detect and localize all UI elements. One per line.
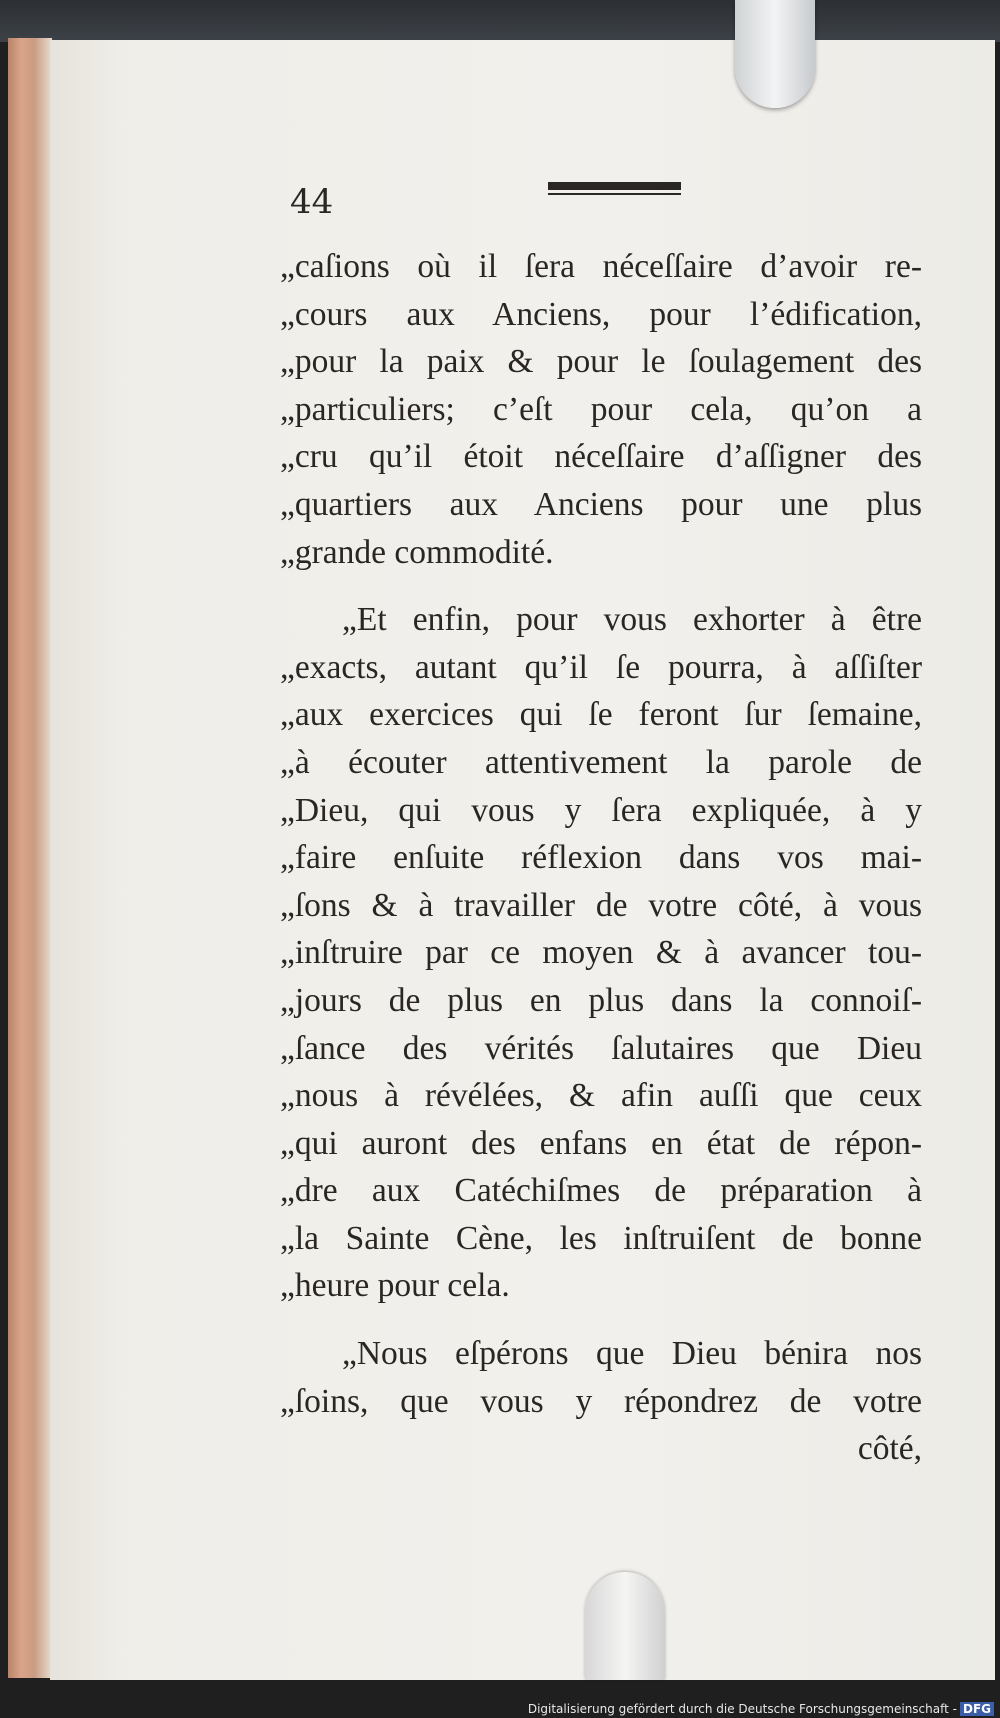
catchword: côté, <box>857 1430 922 1468</box>
paragraph-gap <box>280 576 922 596</box>
text-line: „ſons & à travailler de votre côté, à vous <box>280 886 922 924</box>
header-ornament-rule <box>548 182 681 198</box>
text-line-indented: „Et enfin, pour vous exhorter à être <box>342 601 922 639</box>
header-rule-thick <box>548 182 681 190</box>
text-line: „caſions où il ſera néceſſaire d’avoir re- <box>280 248 922 285</box>
text-line: „dre aux Catéchiſmes de préparation à <box>280 1172 922 1210</box>
header-rule-thin <box>548 193 681 195</box>
text-line: „inſtruire par ce moyen & à avancer tou- <box>280 934 922 972</box>
page-stack-edge <box>8 38 52 1678</box>
digitization-credit <box>528 1702 994 1716</box>
text-line: „grande commodité. <box>280 533 554 571</box>
page-clip-bottom <box>585 1572 665 1680</box>
text-line: „qui auront des enfans en état de répon- <box>280 1124 922 1162</box>
page-clip-top <box>735 0 815 108</box>
text-line: „Dieu, qui vous y ſera expliquée, à y <box>280 791 922 829</box>
text-line: „cru qu’il étoit néceſſaire d’aſſigner des <box>280 438 922 476</box>
book-cover-edge <box>0 0 1000 42</box>
credit-text: Digitalisierung gefördert durch die Deutsche Forschungsgemeinschaft - <box>527 1702 957 1716</box>
page-number: 44 <box>290 182 334 222</box>
dfg-logo: DFG <box>960 1702 994 1716</box>
text-line: „heure pour cela. <box>280 1267 510 1305</box>
text-line: „particuliers; c’eſt pour cela, qu’on a <box>280 390 922 428</box>
text-line-indented: „Nous eſpérons que Dieu bénira nos <box>342 1335 922 1373</box>
text-line: „jours de plus en plus dans la connoiſ- <box>280 981 922 1019</box>
text-line: „quartiers aux Anciens pour une plus <box>280 485 922 523</box>
paragraph-gap <box>280 1310 922 1330</box>
text-line: „ſance des vérités ſalutaires que Dieu <box>280 1029 922 1067</box>
text-line: „cours aux Anciens, pour l’édification, <box>280 295 922 333</box>
text-line: „la Sainte Cène, les inſtruiſent de bonne <box>280 1219 922 1257</box>
text-line: „aux exercices qui ſe feront ſur ſemaine, <box>280 696 922 734</box>
text-line: „pour la paix & pour le ſoulagement des <box>280 343 922 381</box>
text-line: „exacts, autant qu’il ſe pourra, à aſſiſter <box>280 648 922 686</box>
text-line: „ſoins, que vous y répondrez de votre <box>280 1382 922 1420</box>
body-text <box>280 243 922 1473</box>
text-line: „faire enſuite réflexion dans vos mai- <box>280 839 922 877</box>
text-line: „à écouter attentivement la parole de <box>280 743 922 781</box>
text-line: „nous à révélées, & afin auſſi que ceux <box>280 1077 922 1115</box>
